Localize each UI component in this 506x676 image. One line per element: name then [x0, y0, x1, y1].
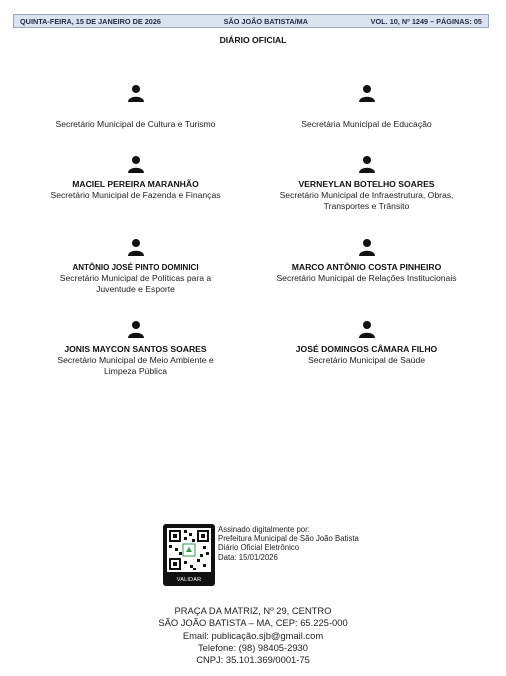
signature-name: MARCO ANTÔNIO COSTA PINHEIRO: [291, 262, 442, 272]
signature-block: [244, 320, 489, 366]
footer-city-cep: SÃO JOÃO BATISTA – MA, CEP: 65.225-000: [158, 617, 348, 629]
signature-role: Limpeza Pública: [103, 366, 168, 376]
header-city: SÃO JOÃO BATISTA/MA: [223, 16, 309, 26]
stamp-text: [218, 525, 359, 562]
person-icon: [358, 84, 376, 102]
signature-role: Juventude e Esporte: [96, 284, 175, 294]
person-icon: [127, 238, 145, 256]
person-icon: [358, 238, 376, 256]
footer-cnpj: CNPJ: 35.101.369/0001-75: [196, 654, 310, 666]
signature-block: [13, 155, 258, 201]
stamp-line: Diário Oficial Eletrônico: [218, 543, 300, 553]
header-volume: VOL. 10, Nº 1249 – PÁGINAS: 05: [370, 16, 482, 26]
qr-caption: VALIDAR: [176, 577, 202, 583]
signature-role: Secretário Municipal de Relações Institucionais: [276, 273, 457, 283]
person-icon: [127, 320, 145, 338]
footer-address: PRAÇA DA MATRIZ, Nº 29, CENTRO: [174, 605, 332, 616]
signature-role: Transportes e Trânsito: [323, 201, 410, 211]
signature-block: [13, 84, 258, 130]
signature-name: VERNEYLAN BOTELHO SOARES: [298, 179, 435, 189]
person-icon: [127, 84, 145, 102]
stamp-line: Prefeitura Municipal de São João Batista: [218, 534, 359, 544]
signature-name: JONIS MAYCON SANTOS SOARES: [64, 344, 207, 354]
signature-block: [13, 238, 258, 295]
stamp-line: Data: 15/01/2026: [218, 552, 278, 562]
signature-role: Secretário Municipal de Meio Ambiente e: [57, 355, 214, 365]
signature-name: JOSÉ DOMINGOS CÂMARA FILHO: [295, 344, 438, 354]
qr-code-link[interactable]: [163, 524, 215, 586]
qr-code-icon: [167, 528, 211, 572]
signature-block: [244, 84, 489, 130]
signature-role: Secretário Municipal de Infraestrutura, Obras,: [279, 190, 454, 200]
person-icon: [358, 320, 376, 338]
stamp-line: Assinado digitalmente por:: [218, 525, 310, 534]
header-date: QUINTA-FEIRA, 15 DE JANEIRO DE 2026: [20, 16, 161, 26]
digital-signature-stamp: [163, 524, 359, 586]
signature-block: [244, 238, 489, 284]
page-header: [13, 14, 489, 28]
footer-email: Email: publicação.sjb@gmail.com: [182, 629, 324, 641]
document-title: DIÁRIO OFICIAL: [219, 35, 287, 45]
person-icon: [358, 155, 376, 173]
page-footer: [0, 605, 506, 666]
signature-role: Secretário Municipal de Cultura e Turismo: [55, 119, 216, 129]
footer-phone: Telefone: (98) 98405-2930: [198, 641, 308, 653]
signature-name: ANTÔNIO JOSÉ PINTO DOMINICI: [72, 263, 199, 272]
signature-name: MACIEL PEREIRA MARANHÃO: [72, 179, 199, 189]
signature-role: Secretário Municipal de Fazenda e Finanças: [50, 190, 221, 200]
signature-role: Secretário Municipal de Saúde: [307, 355, 426, 365]
signature-role: Secretária Municipal de Educação: [301, 119, 432, 129]
signature-block: [13, 320, 258, 377]
person-icon: [127, 155, 145, 173]
signature-role: Secretário Municipal de Políticas para a: [59, 273, 212, 283]
signature-block: [244, 155, 489, 212]
